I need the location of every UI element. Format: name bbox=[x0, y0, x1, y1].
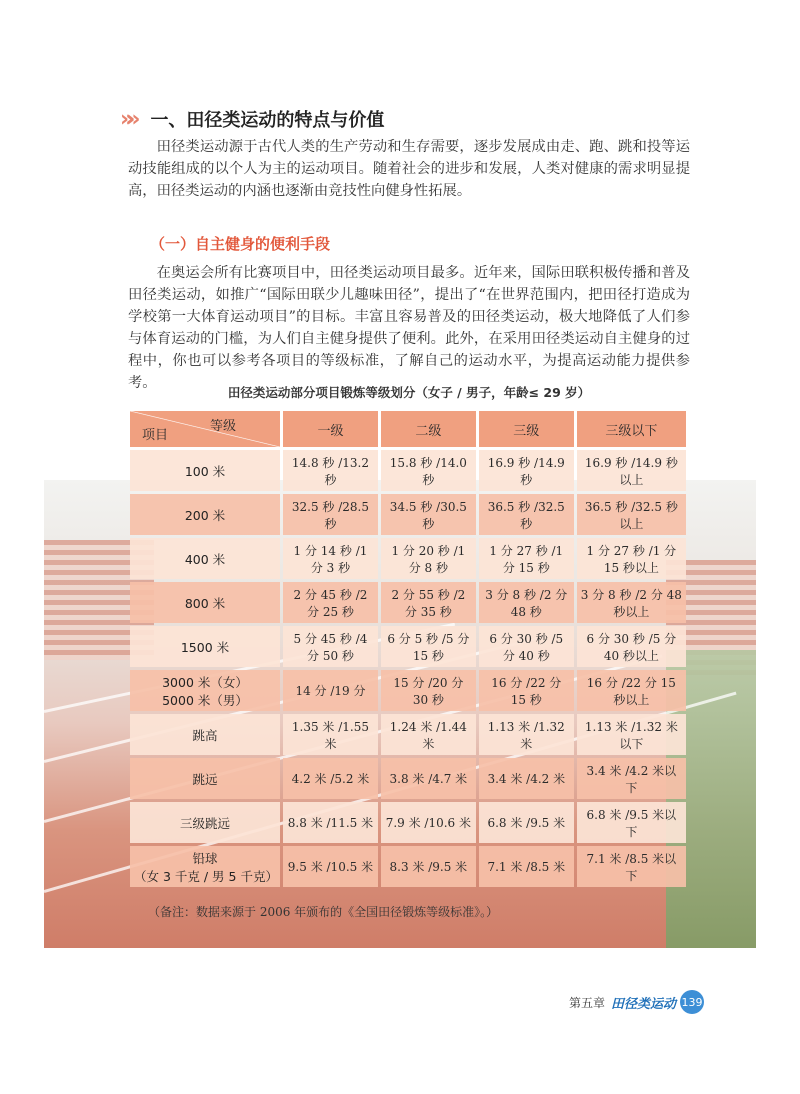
table-corner-cell bbox=[130, 411, 280, 447]
row-header-line: 5000 米（男） bbox=[162, 692, 248, 708]
table-cell: 3 分 8 秒 /2 分 48 秒 bbox=[479, 582, 574, 623]
table-cell: 16.9 秒 /14.9 秒 bbox=[479, 450, 574, 491]
row-header: 100 米 bbox=[130, 450, 280, 491]
table-cell: 16 分 /22 分 15 秒 bbox=[479, 670, 574, 711]
table-cell: 6 分 5 秒 /5 分 15 秒 bbox=[381, 626, 476, 667]
table-cell: 5 分 45 秒 /4 分 50 秒 bbox=[283, 626, 378, 667]
row-header: 200 米 bbox=[130, 494, 280, 535]
table-cell: 7.1 米 /8.5 米以下 bbox=[577, 846, 686, 887]
table-cell: 36.5 秒 /32.5 秒 bbox=[479, 494, 574, 535]
table-row bbox=[130, 626, 686, 667]
table-cell: 1 分 14 秒 /1 分 3 秒 bbox=[283, 538, 378, 579]
corner-label-grade: 等级 bbox=[209, 419, 236, 434]
table-cell: 14 分 /19 分 bbox=[283, 670, 378, 711]
subsection-heading: （一）自主健身的便利手段 bbox=[150, 235, 331, 253]
table-cell: 8.3 米 /9.5 米 bbox=[381, 846, 476, 887]
row-header: 800 米 bbox=[130, 582, 280, 623]
table-cell: 1 分 27 秒 /1 分 15 秒以上 bbox=[577, 538, 686, 579]
table-row bbox=[130, 494, 686, 535]
subsection-paragraph: 在奥运会所有比赛项目中，田径类运动项目最多。近年来，国际田联积极传播和普及田径类运动，如推广“国际田联少儿趣味田径”，提出了“在世界范围内，把田径打造成为学校第一大体育运动项目”的目标。丰富且容易普及的田径类运动，极大地降低了人们参与体育运动的门槛，为人们自主健身提供了便利。此外，在采用田径类运动自主健身的过程中，你也可以参考各项目的等级标准，了解自己的运动水平，为提高运动能力提供参考。 bbox=[128, 265, 690, 391]
table-row bbox=[130, 582, 686, 623]
table-row bbox=[130, 758, 686, 799]
column-header: 三级 bbox=[479, 411, 574, 447]
table-cell: 2 分 55 秒 /2 分 35 秒 bbox=[381, 582, 476, 623]
column-header: 三级以下 bbox=[577, 411, 686, 447]
table-caption: 田径类运动部分项目锻炼等级划分（女子 / 男子，年龄≤ 29 岁） bbox=[227, 385, 591, 400]
table-note: （备注：数据来源于 2006 年颁布的《全国田径锻炼等级标准》。） bbox=[148, 905, 499, 919]
table-cell: 1.13 米 /1.32 米以下 bbox=[577, 714, 686, 755]
section-paragraph: 田径类运动源于古代人类的生产劳动和生存需要，逐步发展成由走、跑、跳和投等运动技能组成的以个人为主的运动项目。随着社会的进步和发展，人类对健康的需求明显提高，田径类运动的内涵也逐渐由竞技性向健身性拓展。 bbox=[128, 139, 690, 199]
table-cell: 14.8 秒 /13.2 秒 bbox=[283, 450, 378, 491]
table-cell: 6 分 30 秒 /5 分 40 秒以上 bbox=[577, 626, 686, 667]
table-cell: 9.5 米 /10.5 米 bbox=[283, 846, 378, 887]
table-cell: 7.9 米 /10.6 米 bbox=[381, 802, 476, 843]
row-header: 跳高 bbox=[130, 714, 280, 755]
table-cell: 6 分 30 秒 /5 分 40 秒 bbox=[479, 626, 574, 667]
table-cell: 15 分 /20 分 30 秒 bbox=[381, 670, 476, 711]
row-header-line: （女 3 千克 / 男 5 千克） bbox=[134, 868, 278, 884]
column-header: 二级 bbox=[381, 411, 476, 447]
grade-table bbox=[127, 408, 689, 890]
table-cell: 1.13 米 /1.32 米 bbox=[479, 714, 574, 755]
table-cell: 34.5 秒 /30.5 秒 bbox=[381, 494, 476, 535]
table-cell: 6.8 米 /9.5 米以下 bbox=[577, 802, 686, 843]
table-cell: 15.8 秒 /14.0 秒 bbox=[381, 450, 476, 491]
table-cell: 3 分 8 秒 /2 分 48 秒以上 bbox=[577, 582, 686, 623]
row-header bbox=[130, 670, 280, 711]
table-row bbox=[130, 846, 686, 887]
table-cell: 1.24 米 /1.44 米 bbox=[381, 714, 476, 755]
table-cell: 3.4 米 /4.2 米 bbox=[479, 758, 574, 799]
row-header-line: 铅球 bbox=[192, 850, 218, 866]
chapter-label: 第五章 bbox=[568, 995, 605, 1010]
table-cell: 8.8 米 /11.5 米 bbox=[283, 802, 378, 843]
table-header-row bbox=[130, 411, 686, 447]
table-cell: 36.5 秒 /32.5 秒以上 bbox=[577, 494, 686, 535]
chapter-title: 田径类运动 bbox=[610, 996, 676, 1012]
row-header: 400 米 bbox=[130, 538, 280, 579]
table-cell: 1 分 20 秒 /1 分 8 秒 bbox=[381, 538, 476, 579]
table-cell: 7.1 米 /8.5 米 bbox=[479, 846, 574, 887]
row-header: 跳远 bbox=[130, 758, 280, 799]
table-row bbox=[130, 714, 686, 755]
table-cell: 2 分 45 秒 /2 分 25 秒 bbox=[283, 582, 378, 623]
section-heading-row bbox=[120, 106, 384, 132]
row-header: 三级跳远 bbox=[130, 802, 280, 843]
table-cell: 6.8 米 /9.5 米 bbox=[479, 802, 574, 843]
section-heading: 一、田径类运动的特点与价值 bbox=[150, 110, 385, 131]
corner-label-event: 项目 bbox=[142, 428, 169, 443]
table-row bbox=[130, 670, 686, 711]
column-header: 一级 bbox=[283, 411, 378, 447]
table-row bbox=[130, 450, 686, 491]
table-cell: 32.5 秒 /28.5 秒 bbox=[283, 494, 378, 535]
table-row bbox=[130, 538, 686, 579]
table-cell: 1 分 27 秒 /1 分 15 秒 bbox=[479, 538, 574, 579]
row-header bbox=[130, 846, 280, 887]
table-cell: 1.35 米 /1.55 米 bbox=[283, 714, 378, 755]
row-header-line: 3000 米（女） bbox=[162, 674, 248, 690]
table-cell: 16 分 /22 分 15 秒以上 bbox=[577, 670, 686, 711]
table-cell: 3.8 米 /4.7 米 bbox=[381, 758, 476, 799]
page-footer bbox=[569, 990, 704, 1014]
table-cell: 4.2 米 /5.2 米 bbox=[283, 758, 378, 799]
row-header: 1500 米 bbox=[130, 626, 280, 667]
table-row bbox=[130, 802, 686, 843]
double-chevron-icon: »» bbox=[120, 106, 133, 132]
table-cell: 3.4 米 /4.2 米以下 bbox=[577, 758, 686, 799]
table-cell: 16.9 秒 /14.9 秒以上 bbox=[577, 450, 686, 491]
page-number-badge: 139 bbox=[680, 990, 704, 1014]
